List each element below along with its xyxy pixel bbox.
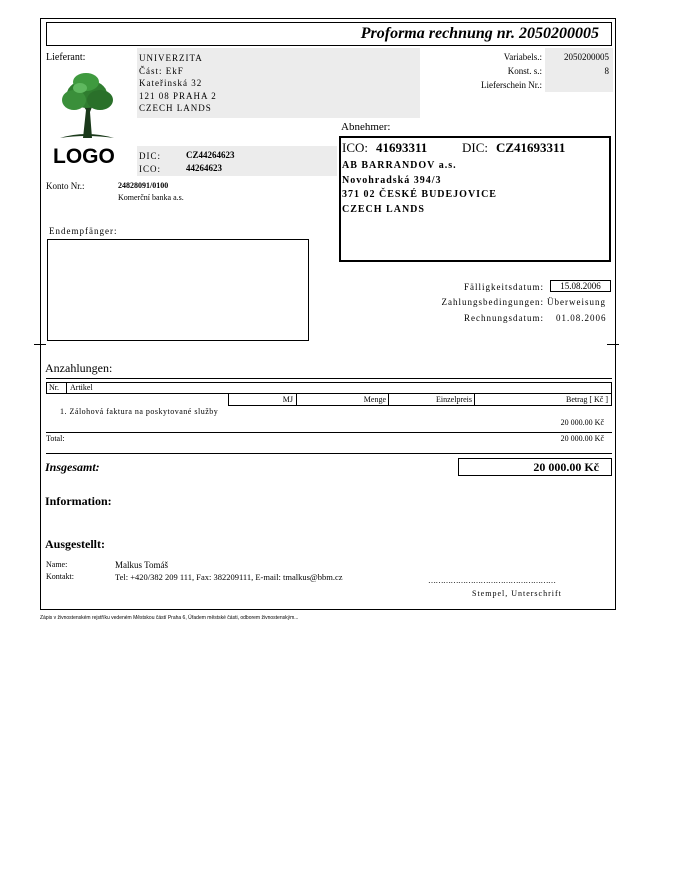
supplier-dic: CZ44264623 xyxy=(186,150,235,160)
advance-item-text: 1. Zálohová faktura na poskytované služby xyxy=(60,407,219,416)
footer-note: Zápis v živnostenském rejstříku vedeném Městskou částí Praha 6, Úřadem městské části, odborem živnostenským... xyxy=(40,615,299,621)
end-recipient-label: Endempfänger: xyxy=(49,226,118,236)
account-number: 24828091/0100 xyxy=(118,181,169,190)
lieferschein-label: Lieferschein Nr.: xyxy=(481,80,542,90)
buyer-ico-label: ICO: xyxy=(342,140,368,155)
issued-name-label: Name: xyxy=(46,560,68,569)
supplier-line: CZECH LANDS xyxy=(139,103,212,113)
due-date-value: 15.08.2006 xyxy=(550,280,611,292)
total-rule xyxy=(46,432,612,433)
supplier-dic-label: DIC: xyxy=(139,151,161,161)
information-label: Information: xyxy=(45,494,112,508)
buyer-dic-label: DIC: xyxy=(462,140,488,155)
col-mj: MJ xyxy=(282,395,293,404)
advances-rule xyxy=(46,378,612,379)
table-col-divider xyxy=(388,394,389,406)
table-col-divider xyxy=(66,382,67,394)
col-artikel: Artikel xyxy=(70,383,93,392)
divider-tick-right xyxy=(607,344,619,345)
invoice-date-value: 01.08.2006 xyxy=(556,313,607,323)
col-betrag: Betrag [ Kč ] xyxy=(566,395,608,404)
advances-label: Anzahlungen: xyxy=(45,361,113,375)
supplier-ico: 44264623 xyxy=(186,163,222,173)
signature-label: Stempel, Unterschrift xyxy=(472,589,562,598)
supplier-line: UNIVERZITA xyxy=(139,53,203,63)
payment-terms-value: Überweisung xyxy=(547,297,606,307)
total-amount: 20 000.00 Kč xyxy=(560,434,604,443)
supplier-line: 121 08 PRAHA 2 xyxy=(139,90,217,101)
buyer-line: 371 02 ČESKÉ BUDEJOVICE xyxy=(342,189,497,200)
col-einzelpreis: Einzelpreis xyxy=(436,395,472,404)
col-menge: Menge xyxy=(363,395,386,404)
supplier-address xyxy=(139,52,217,115)
variabel-label: Variabels.: xyxy=(503,52,542,62)
table-col-divider xyxy=(474,394,475,406)
account-label: Konto Nr.: xyxy=(46,181,85,191)
issued-name: Malkus Tomáš xyxy=(115,560,168,570)
table-header-row xyxy=(46,382,612,394)
buyer-address xyxy=(342,159,497,217)
konst-value: 8 xyxy=(604,66,609,76)
payment-terms-label: Zahlungsbedingungen: xyxy=(441,297,544,307)
issued-contact: Tel: +420/382 209 111, Fax: 382209111, E-mail: tmalkus@bbm.cz xyxy=(115,572,343,582)
document-title: Proforma rechnung nr. 2050200005 xyxy=(46,22,612,46)
issued-contact-label: Kontakt: xyxy=(46,572,74,581)
buyer-line: Novohradská 394/3 xyxy=(342,174,442,186)
account-bank: Komerční banka a.s. xyxy=(118,193,184,202)
supplier-ids-block xyxy=(137,146,337,176)
grand-total-label: Insgesamt: xyxy=(45,460,100,474)
advance-item-amount: 20 000.00 Kč xyxy=(560,418,604,427)
issued-label: Ausgestellt: xyxy=(45,537,105,551)
logo-text: LOGO xyxy=(53,145,115,168)
due-date-label: Fälligkeitsdatum: xyxy=(464,282,544,292)
grand-total-amount: 20 000.00 Kč xyxy=(458,458,612,476)
supplier-line: Část: EkF xyxy=(139,65,184,76)
divider-tick-left xyxy=(34,344,46,345)
supplier-ico-label: ICO: xyxy=(139,164,161,174)
buyer-ico: 41693311 xyxy=(376,140,428,155)
buyer-dic: CZ41693311 xyxy=(496,140,566,155)
table-col-divider xyxy=(296,394,297,406)
supplier-label: Lieferant: xyxy=(46,52,86,63)
signature-line: …………………………………………… xyxy=(428,576,556,585)
buyer-line: AB BARRANDOV a.s. xyxy=(342,160,457,171)
tree-logo-icon xyxy=(56,70,118,142)
variabel-value: 2050200005 xyxy=(564,52,609,62)
invoice-date-label: Rechnungsdatum: xyxy=(464,313,544,323)
grand-total-rule xyxy=(46,453,612,454)
buyer-label: Abnehmer: xyxy=(341,121,391,133)
konst-label: Konst. s.: xyxy=(507,66,542,76)
end-recipient-box xyxy=(47,239,309,341)
supplier-line: Kateřinská 32 xyxy=(139,78,203,88)
buyer-line: CZECH LANDS xyxy=(342,203,425,215)
total-label: Total: xyxy=(46,434,65,443)
col-nr: Nr. xyxy=(49,383,59,392)
